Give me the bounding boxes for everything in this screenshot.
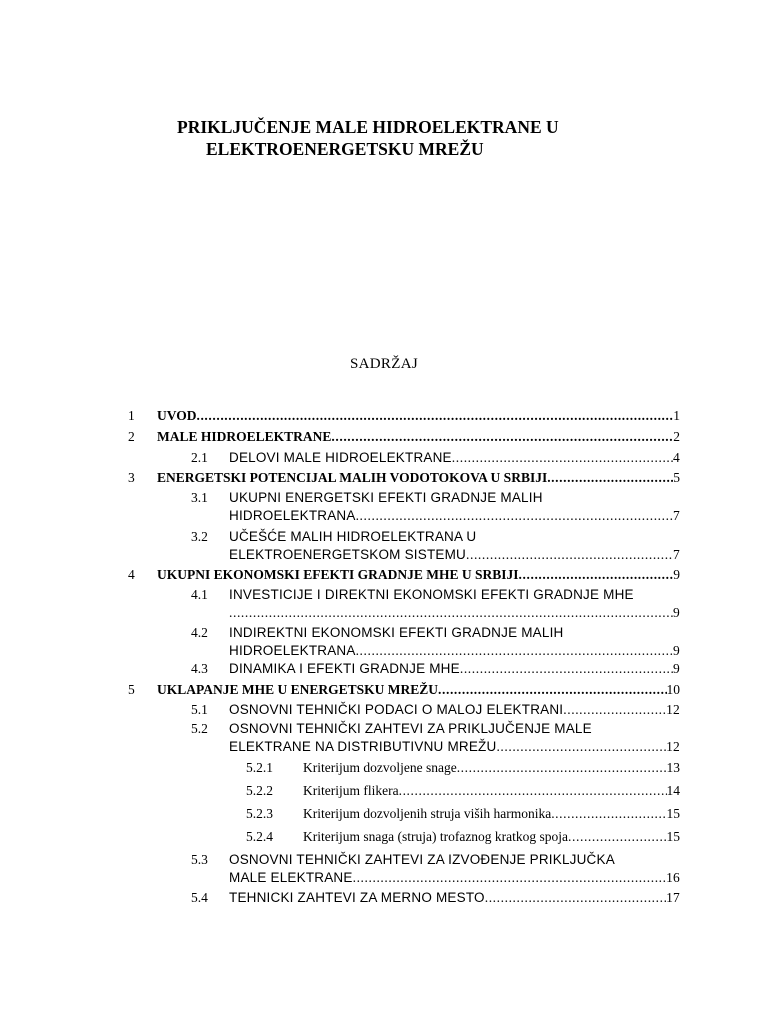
toc-entry[interactable] — [0, 407, 680, 425]
toc-entry-title: OSNOVNI TEHNIČKI ZAHTEVI ZA PRIKLJUČENJE MALE — [229, 721, 592, 736]
toc-entry-page-number: 1 — [673, 408, 680, 423]
toc-entry-page-number: 4 — [673, 450, 680, 465]
toc-entry-title: UVOD — [157, 408, 197, 423]
dot-leader — [568, 828, 666, 846]
toc-entry-number: 5.2.2 — [246, 783, 273, 798]
toc-entry-page-number: 13 — [666, 760, 680, 775]
toc-entry-page-number: 16 — [666, 870, 680, 885]
toc-entry-page-number: 9 — [673, 643, 680, 658]
toc-entry-page-number: 17 — [666, 890, 680, 905]
toc-entry[interactable] — [0, 720, 680, 756]
dot-leader — [229, 604, 673, 622]
toc-entry-page-number: 5 — [673, 470, 680, 485]
dot-leader — [466, 546, 673, 564]
toc-entry-number: 5 — [128, 682, 135, 697]
toc-entry-number: 4.3 — [191, 661, 208, 676]
toc-entry-number: 4.2 — [191, 625, 208, 640]
dot-leader — [551, 805, 666, 823]
toc-entry-page-number: 9 — [673, 567, 680, 582]
toc-entry-page-number: 14 — [666, 783, 680, 798]
toc-entry-title: Kriterijum dozvoljene snage — [303, 760, 457, 775]
dot-leader — [356, 642, 673, 660]
toc-entry-number: 5.2.1 — [246, 760, 273, 775]
toc-entry[interactable] — [0, 889, 680, 907]
toc-entry[interactable] — [0, 489, 680, 525]
dot-leader — [356, 507, 673, 525]
toc-entry-number: 5.2 — [191, 721, 208, 736]
toc-entry-title: ELEKTRANE NA DISTRIBUTIVNU MREŽU — [229, 739, 497, 754]
toc-entry[interactable] — [0, 469, 680, 487]
toc-entry-page-number: 12 — [666, 702, 680, 717]
toc-entry-title: INDIREKTNI EKONOMSKI EFEKTI GRADNJE MALIH — [229, 625, 564, 640]
toc-entry-page-number: 9 — [673, 605, 680, 620]
dot-leader — [452, 449, 673, 467]
dot-leader — [547, 469, 673, 487]
dot-leader — [519, 566, 674, 584]
toc-entry-title: OSNOVNI TEHNIČKI PODACI O MALOJ ELEKTRANI — [229, 702, 564, 717]
toc-entry-number: 5.1 — [191, 702, 208, 717]
toc-entry[interactable] — [0, 681, 680, 699]
toc-entry-number: 2.1 — [191, 450, 208, 465]
toc-entry-number: 2 — [128, 429, 135, 444]
toc-entry-number: 4.1 — [191, 587, 208, 602]
toc-entry-title: Kriterijum dozvoljenih struja viših harmonika — [303, 806, 552, 821]
toc-entry[interactable] — [0, 805, 680, 823]
toc-entry-title: INVESTICIJE I DIREKTNI EKONOMSKI EFEKTI GRADNJE MHE — [229, 587, 634, 602]
toc-entry-title: HIDROELEKTRANA — [229, 643, 356, 658]
toc-entry[interactable] — [0, 428, 680, 446]
toc-entry-title: UKLAPANJE MHE U ENERGETSKU MREŽU — [157, 682, 439, 697]
toc-entry-title: ELEKTROENERGETSKOM SISTEMU — [229, 547, 466, 562]
toc-entry-page-number: 7 — [673, 508, 680, 523]
toc-entry-title: UKUPNI EKONOMSKI EFEKTI GRADNJE MHE U SRBIJI — [157, 567, 519, 582]
dot-leader — [485, 889, 666, 907]
toc-entry-number: 5.4 — [191, 890, 208, 905]
toc-entry[interactable] — [0, 828, 680, 846]
toc-entry-page-number: 10 — [666, 682, 680, 697]
toc-entry[interactable] — [0, 528, 680, 564]
toc-entry-title: Kriterijum flikera — [303, 783, 399, 798]
toc-entry-number: 3 — [128, 470, 135, 485]
toc-entry-title: ENERGETSKI POTENCIJAL MALIH VODOTOKOVA U SRBIJI — [157, 470, 548, 485]
toc-entry-title: MALE HIDROELEKTRANE — [157, 429, 332, 444]
toc-entry-page-number: 7 — [673, 547, 680, 562]
toc-entry-page-number: 12 — [666, 739, 680, 754]
toc-entry-number: 5.3 — [191, 852, 208, 867]
toc-entry-title: HIDROELEKTRANA — [229, 508, 356, 523]
dot-leader — [457, 759, 667, 777]
toc-entry[interactable] — [0, 851, 680, 887]
toc-entry[interactable] — [0, 660, 680, 678]
toc-entry[interactable] — [0, 782, 680, 800]
toc-entry[interactable] — [0, 586, 680, 622]
toc-entry-page-number: 2 — [673, 429, 680, 444]
dot-leader — [399, 782, 667, 800]
toc-entry-page-number: 15 — [666, 806, 680, 821]
title-line-1: PRIKLJUČENJE MALE HIDROELEKTRANE U — [177, 117, 559, 137]
toc-entry-number: 4 — [128, 567, 135, 582]
title-line-2: ELEKTROENERGETSKU MREŽU — [206, 139, 484, 159]
toc-entry-number: 3.2 — [191, 529, 208, 544]
toc-entry-number: 1 — [128, 408, 135, 423]
toc-entry[interactable] — [0, 759, 680, 777]
toc-entry[interactable] — [0, 566, 680, 584]
toc-entry-title: UČEŠĆE MALIH HIDROELEKTRANA U — [229, 529, 477, 544]
toc-entry[interactable] — [0, 449, 680, 467]
toc-entry-page-number: 9 — [673, 661, 680, 676]
toc-entry-title: MALE ELEKTRANE — [229, 870, 353, 885]
toc-entry-title: OSNOVNI TEHNIČKI ZAHTEVI ZA IZVOĐENJE PRIKLJUČKA — [229, 852, 615, 867]
toc-entry-number: 5.2.3 — [246, 806, 273, 821]
toc-entry-title: TEHNICKI ZAHTEVI ZA MERNO MESTO — [229, 890, 485, 905]
toc-entry-number: 3.1 — [191, 490, 208, 505]
toc-entry-title: Kriterijum snaga (struja) trofaznog kratkog spoja — [303, 829, 569, 844]
toc-entry[interactable] — [0, 701, 680, 719]
dot-leader — [438, 681, 666, 699]
dot-leader — [563, 701, 666, 719]
toc-entry-title: DINAMIKA I EFEKTI GRADNJE MHE — [229, 661, 460, 676]
toc-entry-number: 5.2.4 — [246, 829, 273, 844]
toc-entry-title: DELOVI MALE HIDROELEKTRANE — [229, 450, 452, 465]
dot-leader — [460, 660, 673, 678]
dot-leader — [353, 869, 667, 887]
toc-entry-title: UKUPNI ENERGETSKI EFEKTI GRADNJE MALIH — [229, 490, 543, 505]
toc-heading: SADRŽAJ — [350, 356, 418, 372]
dot-leader — [496, 738, 666, 756]
toc-entry[interactable] — [0, 624, 680, 660]
toc-entry-page-number: 15 — [666, 829, 680, 844]
dot-leader — [196, 407, 673, 425]
dot-leader — [331, 428, 673, 446]
